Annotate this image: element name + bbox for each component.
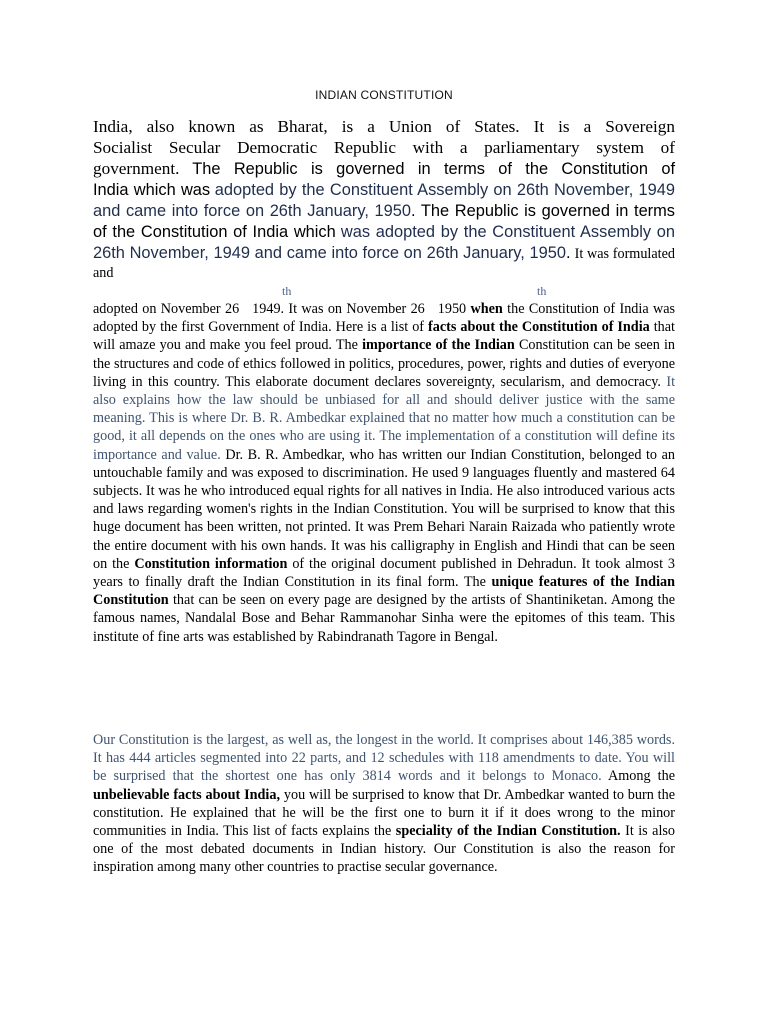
body-text-4: Constitution can be seen in the structures and code of ethics followed in politics, procedures, power, rights and duties of everyone living in this country. This elaborate document declares sovereignty, secularism, and democracy.: [93, 337, 676, 390]
intro-blue-text-2: was adopted by the Constituent Assembly on 26th November, 1949 and came into force on 26th January, 1950: [93, 223, 675, 262]
intro-line-2: Socialist Secular Democratic Republic with a parliamentary system of: [93, 138, 675, 157]
intro-sans-end: .: [565, 244, 571, 262]
intro-line-3-sans: The Republic is governed in terms of the Constitution of: [192, 160, 676, 178]
body-bold-unique-features: unique features of the Indian Constitution: [93, 574, 675, 609]
intro-serif-tail: It was formulated and: [93, 246, 675, 281]
body-bold-constitution-information: Constitution information: [134, 555, 288, 572]
body-bold-when: when: [470, 301, 503, 317]
body-text-6: of the original document published in Dehradun. It took almost 3 years to finally draft the Indian Constitution in its final form. The: [93, 555, 676, 591]
body-text-3: that will amaze you and make you feel proud. The: [93, 319, 675, 354]
intro-line-3: [93, 158, 675, 180]
intro-rest: [93, 180, 675, 282]
intro-line-1: India, also known as Bharat, is a Union of States. It is a Sovereign: [93, 117, 675, 136]
closing-paragraph: [93, 731, 675, 877]
intro-blue-text-1: adopted by the Constituent Assembly on 26th November, 1949 and came into force on 26th January, 1950: [93, 181, 676, 220]
body-text-1: adopted on November 26 1949. It was on November 26 1950: [93, 301, 467, 317]
closing-text-2: you will be surprised to know that Dr. Ambedkar wanted to burn the constitution. He explained that he will be the first one to burn it if it does wrong to the minor communities in India. This list of facts explains the: [93, 786, 676, 840]
superscript-th-1: th: [282, 284, 292, 298]
intro-paragraph: [93, 116, 675, 282]
document-title: INDIAN CONSTITUTION: [315, 88, 453, 102]
body-paragraph: [93, 300, 675, 646]
body-text-7: that can be seen on every page are designed by the artists of Shantiniketan. Among the famous names, Nandalal Bose and Behar Rammanohar Sinha were the epitomes of this team. This institute of fine arts was established by Rabindranath Tagore in Bengal.: [93, 592, 675, 645]
body-bold-facts-about-constitution: facts about the Constitution of India: [428, 319, 650, 336]
closing-text-3: It is also one of the most debated documents in Indian history. Our Constitution is also the reason for inspiration among many other countries to practise secular governance.: [93, 823, 676, 876]
intro-line-3-serif: government.: [93, 159, 180, 178]
closing-text-1: Among the: [608, 768, 675, 785]
intro-sans-lead: India which was: [93, 181, 211, 199]
closing-bold-speciality: speciality of the Indian Constitution.: [395, 823, 621, 840]
body-text-5: Dr. B. R. Ambedkar, who has written our Indian Constitution, belonged to an untouchable family and was exposed to discrimination. He used 9 languages fluently and mastered 64 subjects. It was he who introduced equal rights for all natives in India. He also introduced various acts and laws regarding women's rights in the Indian Constitution. You will be surprised to know that this huge document has been written, not printed. It was Prem Behari Narain Raizada who patiently wrote the entire document with his own hands. It was his calligraphy in English and Hindi that can be seen on the: [93, 446, 676, 572]
body-text-2: the Constitution of India was adopted by the first Government of India. Here is a list of: [93, 301, 676, 336]
superscript-th-2: th: [537, 284, 547, 298]
intro-sans-middle: . The Republic is governed in terms of the Constitution of India which: [93, 202, 675, 241]
closing-bold-unbelievable-facts: unbelievable facts about India,: [93, 786, 280, 803]
body-bold-importance: importance of the Indian: [362, 337, 515, 354]
closing-muted-text: Our Constitution is the largest, as well as, the longest in the world. It comprises about 146,385 words. It has 444 articles segmented into 22 parts, and 12 schedules with 118 amendments to date. You will be surprised that the shortest one has only 3814 words and it belongs to Monaco.: [93, 732, 675, 785]
body-muted-text-1: It also explains how the law should be unbiased for all and should deliver justice with the same meaning. This is where Dr. B. R. Ambedkar explained that no matter how much a constitution can be good, it all depends on the ones who are using it. The implementation of a constitution will define its importance and value.: [93, 373, 676, 463]
